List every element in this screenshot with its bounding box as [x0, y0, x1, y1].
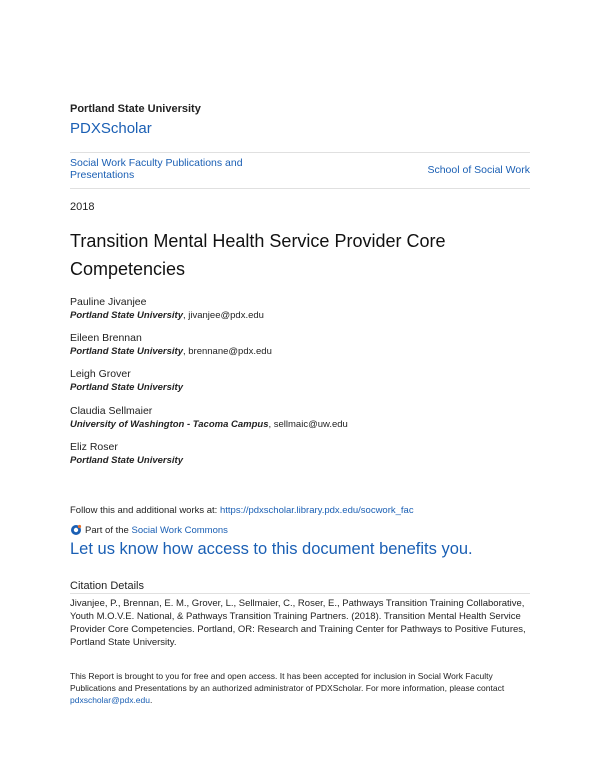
author-block — [70, 441, 183, 467]
citation-divider — [70, 593, 530, 594]
author-name: Eliz Roser — [70, 441, 118, 453]
author-affiliation: University of Washington - Tacoma Campus, sellmaic@uw.edu — [70, 419, 348, 430]
author-block — [70, 296, 264, 322]
publication-year: 2018 — [70, 201, 95, 213]
contact-email-link[interactable]: pdxscholar@pdx.edu — [70, 695, 150, 705]
university-name: Portland State University — [70, 103, 201, 115]
author-block — [70, 405, 348, 431]
citation-heading: Citation Details — [70, 580, 144, 592]
benefit-feedback-link[interactable]: Let us know how access to this document benefits you. — [70, 540, 473, 558]
author-name: Leigh Grover — [70, 368, 131, 380]
footer-notice: This Report is brought to you for free and open access. It has been accepted for inclusion in Social Work Faculty Publications and Presentations by an authorized administrator of PDXScholar. For more information, please contact pdxscholar@pdx.edu. — [70, 671, 505, 705]
network-icon — [70, 524, 82, 536]
school-link[interactable]: School of Social Work — [427, 164, 530, 176]
repository-link[interactable]: PDXScholar — [70, 120, 152, 137]
author-block — [70, 332, 272, 358]
author-affiliation: Portland State University, jivanjee@pdx.edu — [70, 310, 264, 321]
citation-text: Jivanjee, P., Brennan, E. M., Grover, L., Sellmaier, C., Roser, E., Pathways Transition Training Collaborative, Youth M.O.V.E. National, & Pathways Transition Training Partners. (2018). Transition Mental Health Service Provider Core Competencies. Portland, OR: Research and Training Center for Pathways to Positive Futures, Portland State University. — [70, 598, 526, 648]
social-work-commons-link[interactable]: Social Work Commons — [131, 524, 228, 536]
author-name: Eileen Brennan — [70, 332, 142, 344]
author-name: Claudia Sellmaier — [70, 405, 153, 417]
author-block — [70, 368, 183, 394]
follow-line: Follow this and additional works at: https://pdxscholar.library.pdx.edu/socwork_fac — [70, 505, 414, 516]
series-link[interactable]: Social Work Faculty Publications and Presentations — [70, 157, 243, 181]
author-affiliation: Portland State University — [70, 455, 183, 466]
divider-top — [70, 152, 530, 153]
document-title: Transition Mental Health Service Provider Core Competencies — [70, 231, 446, 279]
author-name: Pauline Jivanjee — [70, 296, 147, 308]
author-affiliation: Portland State University, brennane@pdx.edu — [70, 346, 272, 357]
part-of-line: Part of the Social Work Commons — [70, 524, 228, 536]
divider-bottom — [70, 188, 530, 189]
author-affiliation: Portland State University — [70, 382, 183, 393]
collection-url-link[interactable]: https://pdxscholar.library.pdx.edu/socwork_fac — [219, 505, 414, 516]
